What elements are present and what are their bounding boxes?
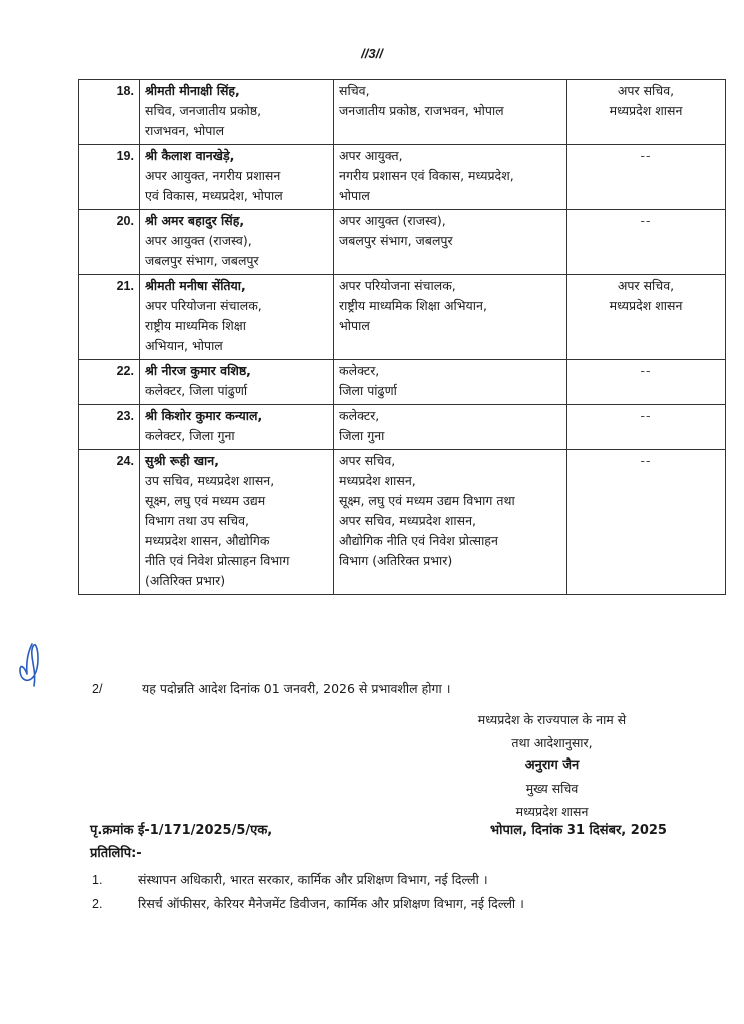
serial-number-cell: 22. bbox=[79, 360, 140, 405]
new-post-line: अपर सचिव, bbox=[339, 453, 396, 468]
current-post-line: (अतिरिक्त प्रभार) bbox=[145, 573, 226, 588]
current-post-line: मध्यप्रदेश शासन, औद्योगिक bbox=[145, 533, 270, 548]
current-post-line: जबलपुर संभाग, जबलपुर bbox=[145, 253, 259, 268]
promotion-table-body bbox=[79, 80, 726, 595]
officer-current-post-cell bbox=[140, 405, 334, 450]
new-post-line: राष्ट्रीय माध्यमिक शिक्षा अभियान, bbox=[339, 298, 487, 313]
paragraph-number: 2/ bbox=[92, 682, 103, 696]
current-post-line: अपर आयुक्त, नगरीय प्रशासन bbox=[145, 168, 281, 183]
copies-title: प्रतिलिपि:- bbox=[90, 846, 142, 861]
serial-number-cell: 18. bbox=[79, 80, 140, 145]
ex-officio-line: -- bbox=[640, 148, 652, 163]
new-post-line: कलेक्टर, bbox=[339, 408, 380, 423]
new-post-line: अपर आयुक्त (राजस्व), bbox=[339, 213, 446, 228]
new-post-cell bbox=[334, 145, 567, 210]
current-post-line: विभाग तथा उप सचिव, bbox=[145, 513, 250, 528]
table-row bbox=[79, 405, 726, 450]
ex-officio-line: -- bbox=[640, 408, 652, 423]
serial-number-cell: 24. bbox=[79, 450, 140, 595]
current-post-line: उप सचिव, मध्यप्रदेश शासन, bbox=[145, 473, 275, 488]
officer-name: श्रीमती मनीषा सेंतिया, bbox=[145, 278, 246, 293]
new-post-line: औद्योगिक नीति एवं निवेश प्रोत्साहन bbox=[339, 533, 498, 548]
new-post-line: भोपाल bbox=[339, 188, 370, 203]
new-post-line: सूक्ष्म, लघु एवं मध्यम उद्यम विभाग तथा bbox=[339, 493, 515, 508]
new-post-cell bbox=[334, 210, 567, 275]
new-post-line: भोपाल bbox=[339, 318, 370, 333]
new-post-line: जबलपुर संभाग, जबलपुर bbox=[339, 233, 453, 248]
ex-officio-line: अपर सचिव, bbox=[617, 83, 675, 98]
officer-current-post-cell bbox=[140, 210, 334, 275]
current-post-line: एवं विकास, मध्यप्रदेश, भोपाल bbox=[145, 188, 283, 203]
new-post-line: कलेक्टर, bbox=[339, 363, 380, 378]
copy-item-number: 1. bbox=[92, 873, 103, 887]
ex-officio-cell bbox=[567, 275, 726, 360]
ex-officio-cell bbox=[567, 145, 726, 210]
new-post-line: नगरीय प्रशासन एवं विकास, मध्यप्रदेश, bbox=[339, 168, 514, 183]
reference-number: पृ.क्रमांक ई-1/171/2025/5/एक, bbox=[90, 823, 273, 838]
initials-signature bbox=[14, 640, 46, 690]
current-post-line: कलेक्टर, जिला पांढुर्णा bbox=[145, 383, 248, 398]
signatory-name: अनुराग जैन bbox=[524, 758, 580, 773]
table-row bbox=[79, 210, 726, 275]
signatory-designation: मुख्य सचिव bbox=[525, 781, 579, 796]
ex-officio-line: -- bbox=[640, 453, 652, 468]
ex-officio-line: -- bbox=[640, 363, 652, 378]
signoff-block bbox=[440, 708, 664, 823]
new-post-cell bbox=[334, 80, 567, 145]
officer-current-post-cell bbox=[140, 275, 334, 360]
table-row bbox=[79, 145, 726, 210]
ex-officio-line: मध्यप्रदेश शासन bbox=[609, 298, 683, 313]
signoff-line-1: मध्यप्रदेश के राज्यपाल के नाम से bbox=[477, 712, 627, 727]
serial-number-cell: 21. bbox=[79, 275, 140, 360]
new-post-line: जिला गुना bbox=[339, 428, 385, 443]
reference-place-date: भोपाल, दिनांक 31 दिसंबर, 2025 bbox=[490, 823, 667, 838]
ex-officio-cell bbox=[567, 210, 726, 275]
new-post-line: विभाग (अतिरिक्त प्रभार) bbox=[339, 553, 453, 568]
current-post-line: राजभवन, भोपाल bbox=[145, 123, 225, 138]
new-post-cell bbox=[334, 405, 567, 450]
new-post-cell bbox=[334, 360, 567, 405]
serial-number-cell: 20. bbox=[79, 210, 140, 275]
new-post-cell bbox=[334, 275, 567, 360]
copy-item bbox=[92, 892, 524, 916]
new-post-line: मध्यप्रदेश शासन, bbox=[339, 473, 416, 488]
ex-officio-cell bbox=[567, 405, 726, 450]
officer-current-post-cell bbox=[140, 360, 334, 405]
table-row bbox=[79, 360, 726, 405]
new-post-line: सचिव, bbox=[339, 83, 370, 98]
copies-list bbox=[92, 868, 524, 916]
new-post-cell bbox=[334, 450, 567, 595]
officer-name: श्री किशोर कुमार कन्याल, bbox=[145, 408, 263, 423]
current-post-line: राष्ट्रीय माध्यमिक शिक्षा bbox=[145, 318, 246, 333]
table-row bbox=[79, 275, 726, 360]
table-row bbox=[79, 450, 726, 595]
new-post-line: जनजातीय प्रकोष्ठ, राजभवन, भोपाल bbox=[339, 103, 504, 118]
officer-name: श्रीमती मीनाक्षी सिंह, bbox=[145, 83, 240, 98]
current-post-line: अपर परियोजना संचालक, bbox=[145, 298, 262, 313]
ex-officio-cell bbox=[567, 360, 726, 405]
officer-name: श्री अमर बहादुर सिंह, bbox=[145, 213, 245, 228]
effective-date-paragraph bbox=[92, 680, 450, 697]
new-post-line: अपर आयुक्त, bbox=[339, 148, 403, 163]
copy-item-text: रिसर्च ऑफीसर, केरियर मैनेजमेंट डिवीजन, कार्मिक और प्रशिक्षण विभाग, नई दिल्ली । bbox=[138, 896, 524, 911]
copy-item-number: 2. bbox=[92, 897, 103, 911]
new-post-line: अपर सचिव, मध्यप्रदेश शासन, bbox=[339, 513, 477, 528]
copy-item-text: संस्थापन अधिकारी, भारत सरकार, कार्मिक और प्रशिक्षण विभाग, नई दिल्ली । bbox=[138, 872, 488, 887]
serial-number-cell: 19. bbox=[79, 145, 140, 210]
table-row bbox=[79, 80, 726, 145]
officer-current-post-cell bbox=[140, 450, 334, 595]
paragraph-text: यह पदोन्नति आदेश दिनांक 01 जनवरी, 2026 से प्रभावशील होगा । bbox=[141, 681, 451, 696]
officer-current-post-cell bbox=[140, 145, 334, 210]
new-post-line: जिला पांढुर्णा bbox=[339, 383, 397, 398]
copy-item bbox=[92, 868, 524, 892]
serial-number-cell: 23. bbox=[79, 405, 140, 450]
officer-name: श्री नीरज कुमार वशिष्ठ, bbox=[145, 363, 251, 378]
ex-officio-cell bbox=[567, 450, 726, 595]
officer-name: श्री कैलाश वानखेड़े, bbox=[145, 148, 235, 163]
current-post-line: सचिव, जनजातीय प्रकोष्ठ, bbox=[145, 103, 262, 118]
signoff-line-2: तथा आदेशानुसार, bbox=[511, 735, 593, 750]
signatory-office: मध्यप्रदेश शासन bbox=[515, 804, 589, 819]
officer-name: सुश्री रूही खान, bbox=[145, 453, 219, 468]
current-post-line: कलेक्टर, जिला गुना bbox=[145, 428, 235, 443]
page-number: //3// bbox=[361, 46, 383, 61]
ex-officio-line: मध्यप्रदेश शासन bbox=[609, 103, 683, 118]
new-post-line: अपर परियोजना संचालक, bbox=[339, 278, 456, 293]
promotion-table bbox=[78, 79, 726, 595]
ex-officio-line: अपर सचिव, bbox=[617, 278, 675, 293]
current-post-line: अभियान, भोपाल bbox=[145, 338, 223, 353]
current-post-line: सूक्ष्म, लघु एवं मध्यम उद्यम bbox=[145, 493, 266, 508]
ex-officio-line: -- bbox=[640, 213, 652, 228]
officer-current-post-cell bbox=[140, 80, 334, 145]
current-post-line: अपर आयुक्त (राजस्व), bbox=[145, 233, 252, 248]
current-post-line: नीति एवं निवेश प्रोत्साहन विभाग bbox=[145, 553, 290, 568]
ex-officio-cell bbox=[567, 80, 726, 145]
